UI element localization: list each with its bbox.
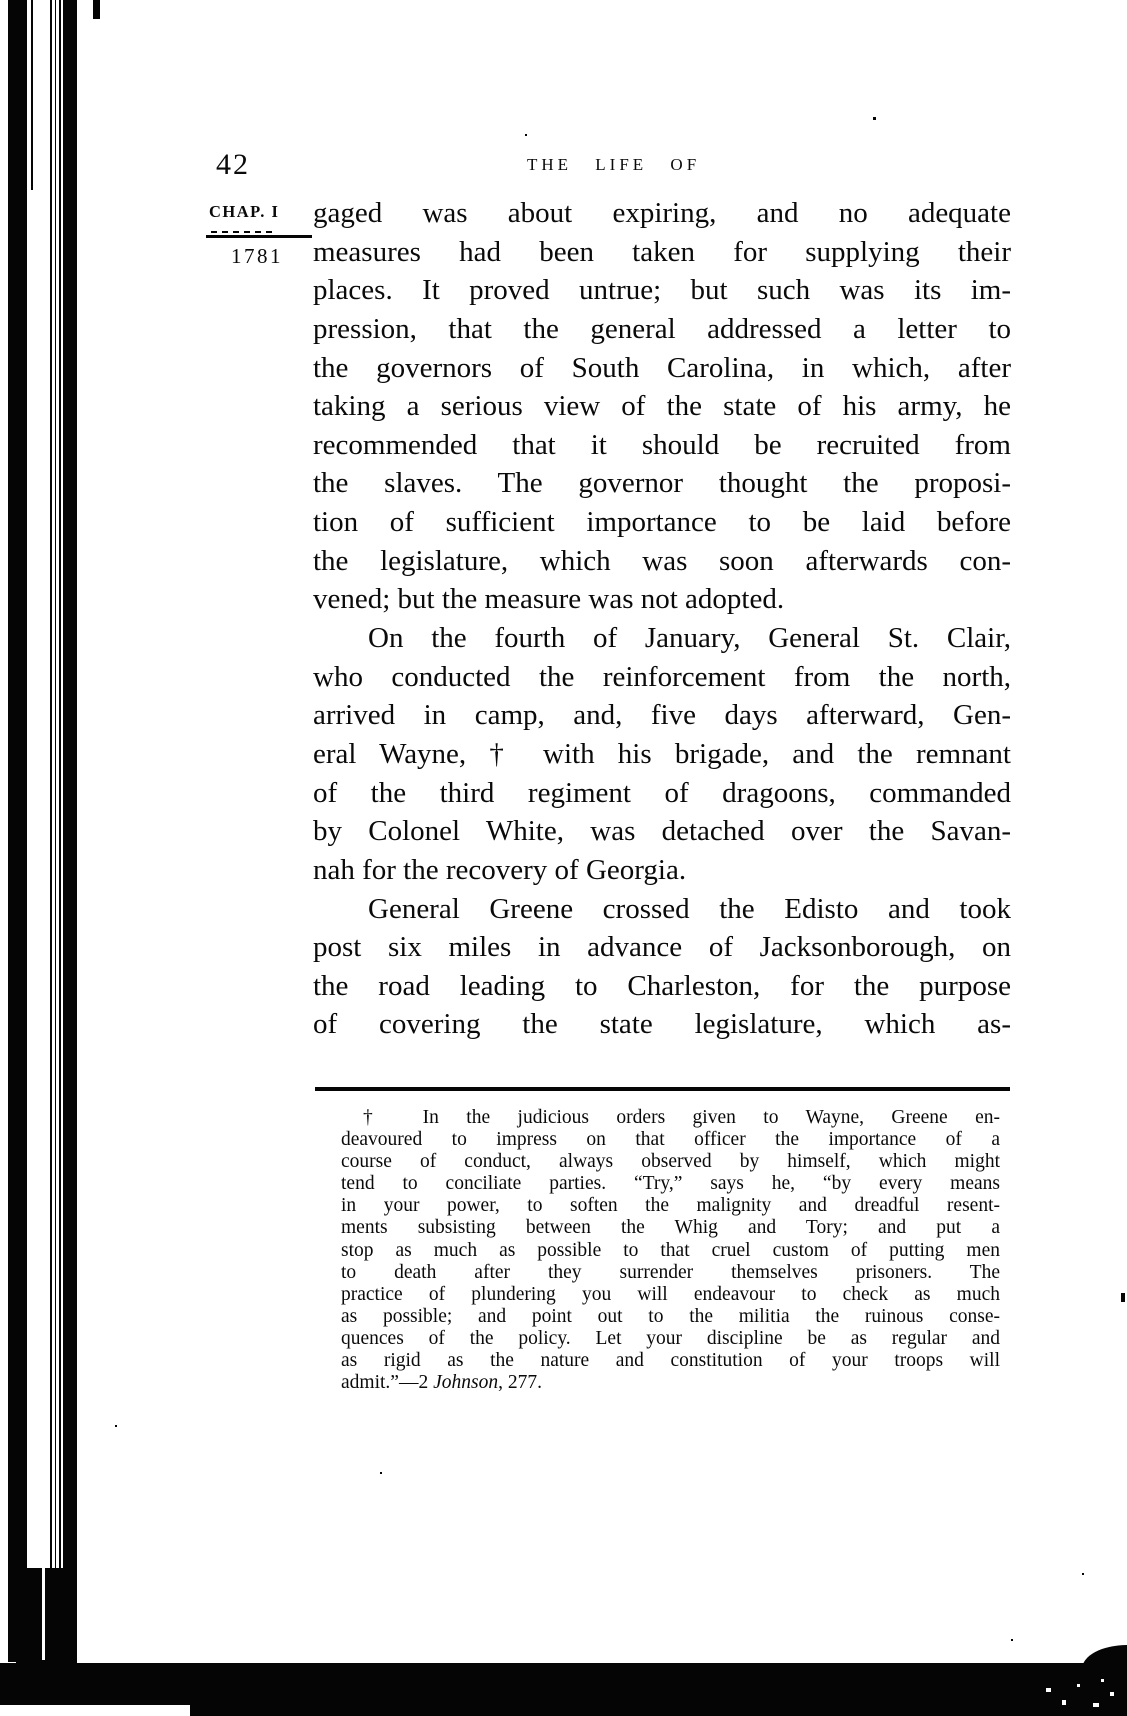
body-line: measures had been taken for supplying their [313,235,1011,268]
footnote-line: quences of the policy. Let your discipline be as regular and [341,1327,1000,1349]
scan-speck [115,1425,117,1427]
body-line: of the third regiment of dragoons, commanded [313,776,1011,809]
scan-gap-artifact [0,1705,190,1716]
footnote-line: in your power, to soften the malignity and dreadful resent- [341,1195,1000,1217]
footnote-citation-pre: admit.”—2 [341,1372,434,1394]
year-label: 1781 [231,244,283,268]
scan-edge-artifact [93,0,100,19]
body-line: post six miles in advance of Jacksonborough, on [313,931,1011,964]
sidenote-dashes [211,231,273,233]
footnote-rule [315,1087,1010,1091]
body-line: eral Wayne, † with his brigade, and the remnant [313,737,1011,770]
body-line: recommended that it should be recruited from [313,428,1011,461]
body-line: gaged was about expiring, and no adequate [313,197,1011,229]
binding-bar-artifact [63,0,77,1668]
body-line: nah for the recovery of Georgia. [313,853,687,886]
scan-noise [1093,1703,1099,1707]
body-line: taking a serious view of the state of his army, he [313,390,1011,423]
body-text-column [313,194,1011,1044]
binding-bar-artifact [8,0,27,1662]
footnote-line: as rigid as the nature and constitution of your troops will [341,1350,1000,1372]
body-line: the legislature, which was soon afterwards con- [313,544,1011,577]
body-line: the slaves. The governor thought the proposi- [313,467,1011,500]
footnote-line: stop as much as possible to that cruel custom of putting men [341,1239,1000,1261]
scan-speck [1082,1573,1084,1575]
footnote-citation-source: Johnson [433,1372,499,1394]
scan-speck [525,134,527,136]
page-number: 42 [216,148,250,181]
footnote-line: tend to conciliate parties. “Try,” says he, “by every means [341,1173,1000,1195]
binding-line-artifact [55,0,56,1660]
scan-speck [1011,1639,1013,1641]
page-corner-shadow [1082,1645,1127,1716]
scan-noise [1077,1684,1080,1687]
footnote-column [341,1107,1000,1394]
body-line: pression, that the general addressed a letter to [313,312,1011,345]
footnote-citation-line [341,1372,1000,1394]
body-line: arrived in camp, and, five days afterward, Gen- [313,699,1011,732]
scan-noise [1110,1692,1114,1696]
binding-line-artifact [59,0,61,1660]
body-line: On the fourth of January, General St. Clair, [368,622,1011,655]
chapter-label: CHAP. I [209,202,280,221]
scan-gap-artifact [42,1568,45,1660]
footnote-citation-post: , 277. [498,1372,542,1394]
body-line: General Greene crossed the Edisto and took [368,892,1011,925]
body-line: the governors of South Carolina, in which, after [313,351,1011,384]
scan-speck [873,117,876,120]
scan-speck [1121,1293,1125,1302]
binding-line-artifact [31,0,33,190]
body-line: vened; but the measure was not adopted. [313,583,785,616]
scan-speck [380,1472,382,1474]
body-line: places. It proved untrue; but such was its im- [313,274,1011,307]
body-line: by Colonel White, was detached over the Savan- [313,815,1011,848]
body-line: of covering the state legislature, which as- [313,1008,1011,1041]
body-line: who conducted the reinforcement from the north, [313,660,1011,693]
sidenote-rule [206,235,312,238]
footnote-line: deavoured to impress on that officer the importance of a [341,1129,1000,1151]
scan-noise [1062,1700,1066,1705]
scan-noise [1101,1679,1104,1682]
binding-line-artifact [50,0,52,1660]
binding-bar-artifact [16,1568,64,1668]
running-head: THE LIFE OF [527,155,701,174]
footnote-line: † In the judicious orders given to Wayne, Greene en- [363,1107,1000,1128]
footnote-line: ments subsisting between the Whig and Tory; and put a [341,1217,1000,1239]
scan-noise [1046,1688,1051,1692]
footnote-line: course of conduct, always observed by himself, which might [341,1151,1000,1173]
body-line: tion of sufficient importance to be laid before [313,506,1011,539]
footnote-line: to death after they surrender themselves prisoners. The [341,1261,1000,1283]
footnote-line: as possible; and point out to the militia the ruinous conse- [341,1305,1000,1327]
footnote-line: practice of plundering you will endeavour to check as much [341,1283,1000,1305]
body-line: the road leading to Charleston, for the purpose [313,969,1011,1002]
